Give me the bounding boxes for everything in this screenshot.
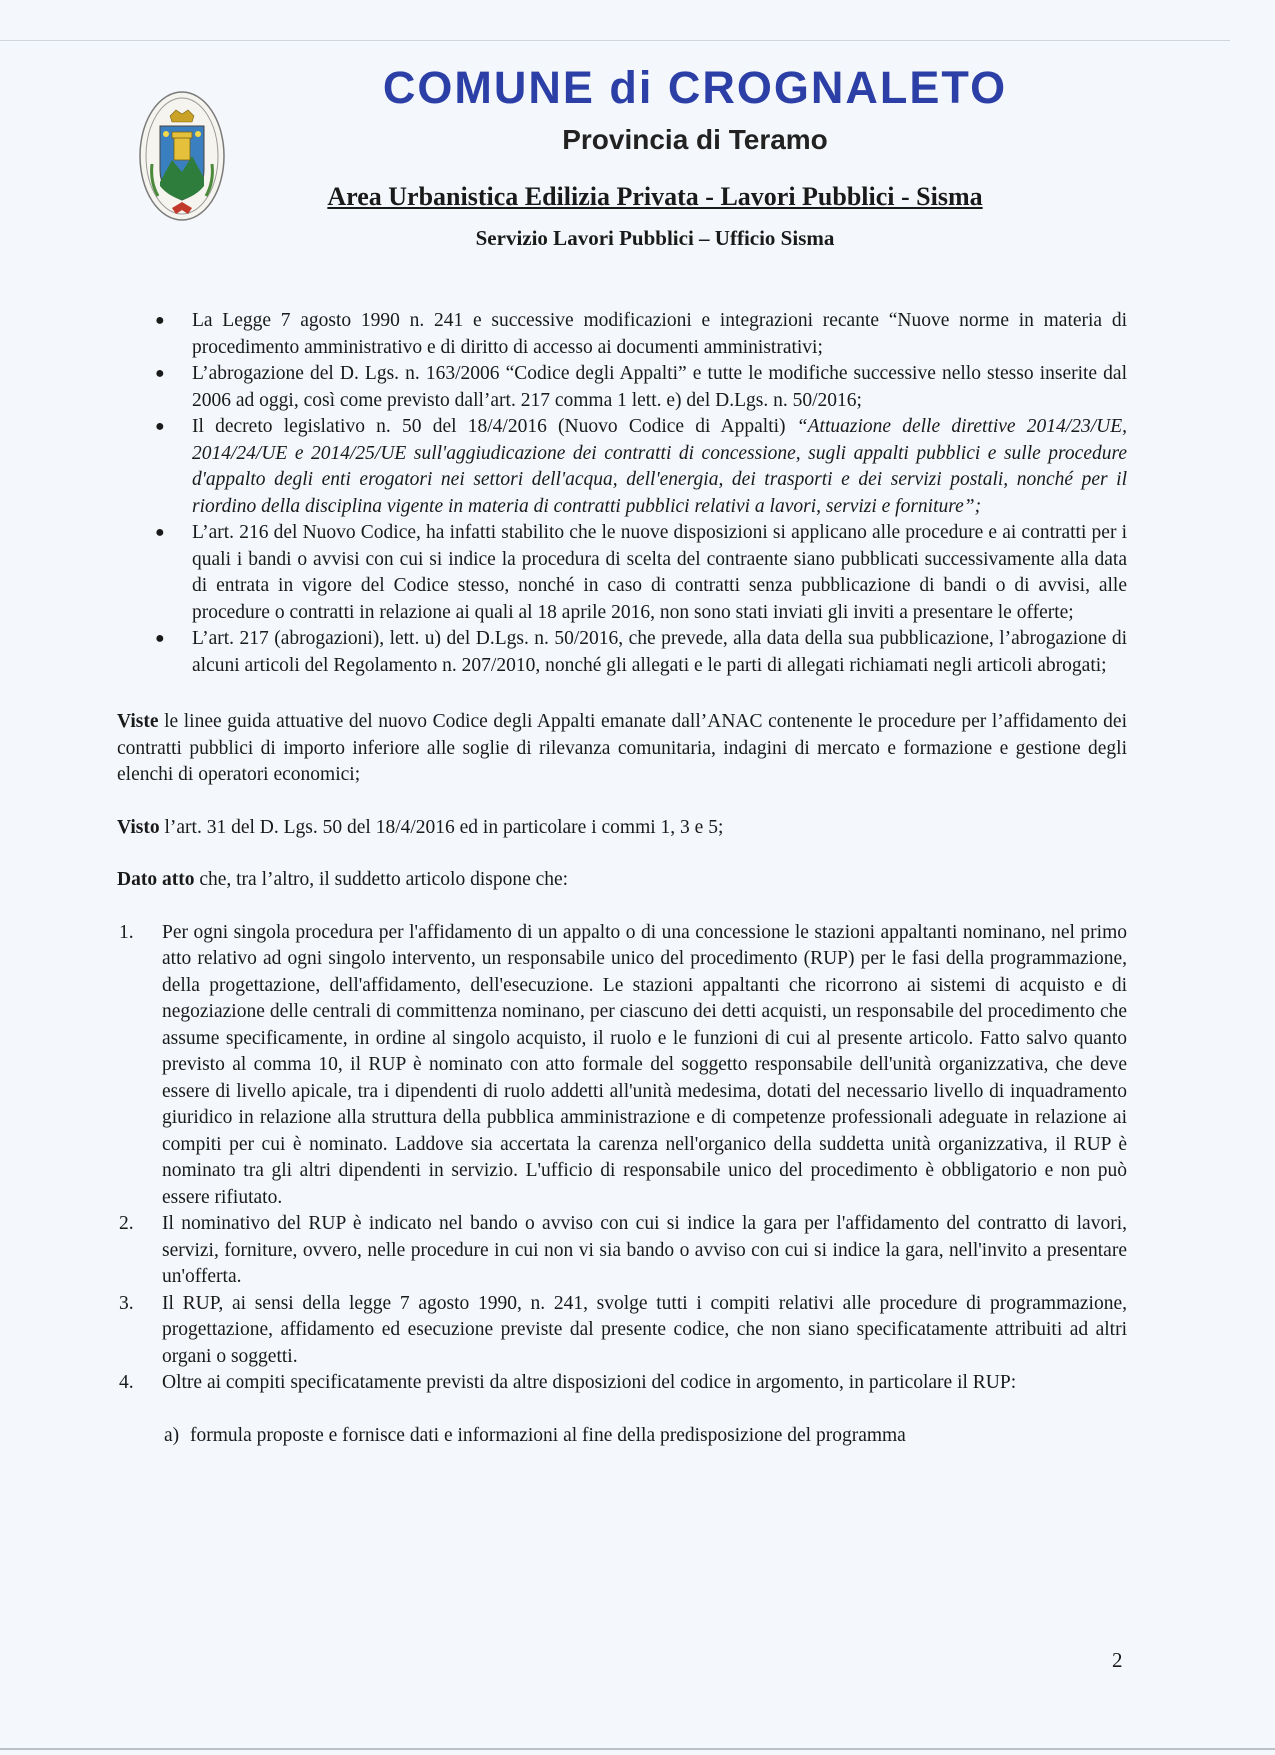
list-item: ● L’art. 216 del Nuovo Codice, ha infatti stabilito che le nuove disposizioni si applicano alle procedure e ai contratti per i quali i bandi o avvisi con cui si indice la procedura di scelta del contraente siano pubblicati successivamente alla data di entrata in vigore del Codice stesso, nonché in caso di contratti senza pubblicazione di bandi o di avvisi, alle procedure o contratti in relazione ai quali al 18 aprile 2016, non sono stati inviati gli inviti a presentare le offerte; <box>155 522 1127 623</box>
list-item: ● L’abrogazione del D. Lgs. n. 163/2006 “Codice degli Appalti” e tutte le modifiche successive nello stesso inserite dal 2006 ad oggi, così come previsto dall’art. 217 comma 1 lett. e) del D.Lgs. n. 50/2016; <box>155 363 1127 411</box>
bullet-icon: ● <box>155 418 165 435</box>
viste-paragraph: Viste le linee guida attuative del nuovo Codice degli Appalti emanate dall’ANAC contenente le procedure per l’affidamento dei contratti pubblici di importo inferiore alle soglie di rilevanza comunitaria, indagini di mercato e formazione e gestione degli elenchi di operatori economici; <box>117 711 1127 785</box>
legal-references-list <box>117 308 1127 679</box>
list-item: 2. Il nominativo del RUP è indicato nel bando o avviso con cui si indice la gara per l'affidamento del contratto di lavori, servizi, forniture, ovvero, nelle procedure in cui non vi sia bando o avviso con cui si indice la gara, nell'invito a presentare un'offerta. <box>119 1213 1127 1287</box>
dato-atto-paragraph: Dato atto che, tra l’altro, il suddetto articolo dispone che: <box>117 869 569 890</box>
list-item: ● Il decreto legislativo n. 50 del 18/4/2016 (Nuovo Codice di Appalti) “Attuazione delle direttive 2014/23/UE, 2014/24/UE e 2014/25/UE sull'aggiudicazione dei contratti di concessione, sugli appalti pubblici e sulle procedure d'appalto degli enti erogatori nei settori dell'acqua, dell'energia, dei trasporti e dei servizi postali, nonché per il riordino della disciplina vigente in materia di contratti pubblici relativi a lavori, servizi e forniture”; <box>155 416 1127 517</box>
visto-paragraph: Visto l’art. 31 del D. Lgs. 50 del 18/4/2016 ed in particolare i commi 1, 3 e 5; <box>117 816 724 838</box>
list-item: 1. Per ogni singola procedura per l'affidamento di un appalto o di una concessione le stazioni appaltanti nominano, nel primo atto relativo ad ogni singolo intervento, un responsabile unico del procedimento (RUP) per le fasi della programmazione, della progettazione, dell'affidamento, dell'esecuzione. Le stazioni appaltanti che ricorrono ai sistemi di acquisto e di negoziazione delle centrali di committenza nominano, per ciascuno dei detti acquisti, un responsabile del procedimento che assume specificamente, in ordine al singolo acquisto, il ruolo e le funzioni di cui al presente articolo. Fatto salvo quanto previsto al comma 10, il RUP è nominato con atto formale del soggetto responsabile dell'unità organizzativa, che deve essere di livello apicale, tra i dipendenti di ruolo addetti all'unità medesima, dotati del necessario livello di inquadramento giuridico in relazione alla struttura della pubblica amministrazione e di competenze professionali adeguate in relazione ai compiti per cui è nominato. Laddove sia accertata la carenza nell'organico della suddetta unità organizzativa, il RUP è nominato tra gli altri dipendenti in servizio. L'ufficio di responsabile unico del procedimento è obbligatorio e non può essere rifiutato. <box>119 921 1127 1208</box>
document-body <box>117 308 1127 1449</box>
department-area: Area Urbanistica Edilizia Privata - Lavori Pubblici - Sisma <box>327 182 983 211</box>
list-item: 4. Oltre ai compiti specificatamente previsti da altre disposizioni del codice in argomento, in particolare il RUP: <box>119 1372 1017 1393</box>
list-item: 3. Il RUP, ai sensi della legge 7 agosto 1990, n. 241, svolge tutti i compiti relativi alle procedure di programmazione, progettazione, affidamento ed esecuzione previste dal presente codice, che non siano specificatamente attribuiti ad altri organi o soggetti. <box>119 1292 1127 1367</box>
list-item: ● L’art. 217 (abrogazioni), lett. u) del D.Lgs. n. 50/2016, che prevede, alla data della sua pubblicazione, l’abrogazione di alcuni articoli del Regolamento n. 207/2010, nonché gli allegati e le parti di allegati richiamati negli articoli abrogati; <box>155 628 1127 676</box>
province-subtitle: Provincia di Teramo <box>562 124 828 155</box>
list-item: ● La Legge 7 agosto 1990 n. 241 e successive modificazioni e integrazioni recante “Nuove norme in materia di procedimento amministrativo e di diritto di accesso ai documenti amministrativi; <box>155 310 1127 358</box>
bullet-icon: ● <box>155 630 165 647</box>
sub-item-a: a) formula proposte e fornisce dati e informazioni al fine della predisposizione del programma <box>164 1424 906 1446</box>
page-number: 2 <box>1112 1648 1123 1672</box>
municipal-crest-icon <box>136 86 228 234</box>
article-provisions-list <box>117 920 1127 1397</box>
municipality-title: COMUNE di CROGNALETO <box>382 62 1008 113</box>
scan-edge-bottom <box>0 1748 1275 1750</box>
bullet-icon: ● <box>155 524 165 541</box>
letterhead <box>0 0 1275 260</box>
bullet-icon: ● <box>155 312 165 329</box>
bullet-icon: ● <box>155 365 165 382</box>
service-office: Servizio Lavori Pubblici – Ufficio Sisma <box>475 226 835 250</box>
